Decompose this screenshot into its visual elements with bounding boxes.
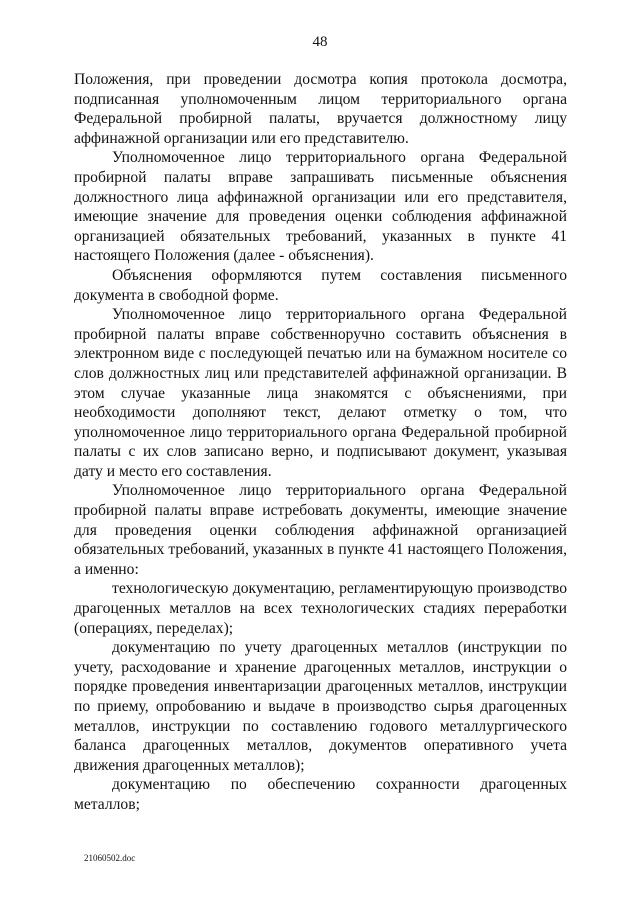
list-item: технологическую документацию, регламентирующую производство драгоценных металлов на всех технологических стадиях переработки (операциях, переделах); bbox=[74, 580, 567, 637]
paragraph: Положения, при проведении досмотра копия протокола досмотра, подписанная уполномоченным лицом территориального органа Федеральной пробирной палаты, вручается должностному лицу аффинажной организации или его представителю. bbox=[74, 71, 567, 147]
document-body bbox=[74, 70, 567, 815]
paragraph: Уполномоченное лицо территориального органа Федеральной пробирной палаты вправе собственноручно составить объяснения в электронном виде с последующей печатью или на бумажном носителе со слов должностных лиц или представителей аффинажной организации. В этом случае указанные лица знакомятся с объяснениями, при необходимости дополняют текст, делают отметку о том, что уполномоченное лицо территориального органа Федеральной пробирной палаты с их слов записано верно, и подписывают документ, указывая дату и место его составления. bbox=[74, 306, 567, 480]
page-number: 48 bbox=[312, 34, 328, 50]
paragraph: Объяснения оформляются путем составления письменного документа в свободной форме. bbox=[74, 266, 567, 304]
paragraph: Уполномоченное лицо территориального органа Федеральной пробирной палаты вправе истребовать документы, имеющие значение для проведения оценки соблюдения аффинажной организацией обязательных требований, указанных в пункте 41 настоящего Положения, а именно: bbox=[74, 482, 567, 578]
footer-doc-code: 21060502.doc bbox=[84, 853, 136, 863]
paragraph: Уполномоченное лицо территориального органа Федеральной пробирной палаты вправе запрашивать письменные объяснения должностного лица аффинажной организации или его представителя, имеющие значение для проведения оценки соблюдения аффинажной организацией обязательных требований, указанных в пункте 41 настоящего Положения (далее - объяснения). bbox=[74, 149, 567, 265]
list-item: документацию по учету драгоценных металлов (инструкции по учету, расходование и хранение драгоценных металлов, инструкции о порядке проведения инвентаризации драгоценных металлов, инструкции по приему, опробованию и выдаче в производство сырья драгоценных металлов, инструкции по составлению годового металлургического баланса драгоценных металлов, документов оперативного учета движения драгоценных металлов); bbox=[74, 639, 567, 774]
list-item: документацию по обеспечению сохранности драгоценных металлов; bbox=[74, 776, 567, 813]
